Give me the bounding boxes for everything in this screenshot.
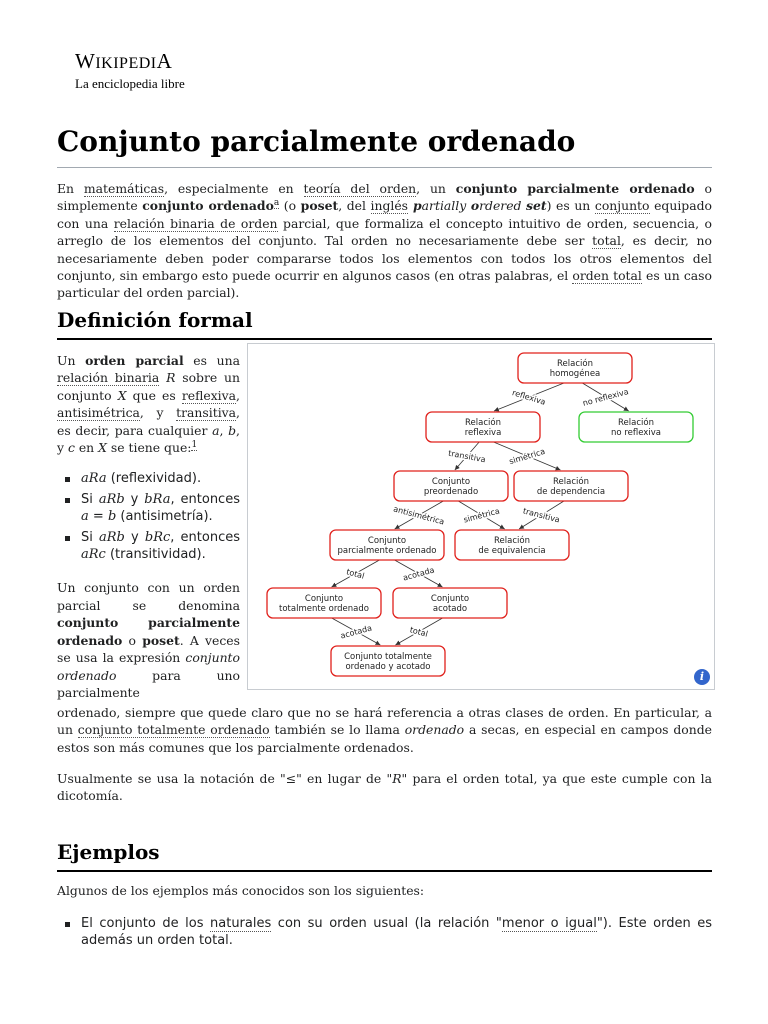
link-transitiva[interactable]: transitiva [176, 405, 237, 421]
diagram-node-label: de dependencia [536, 487, 606, 497]
diagram-node-label: Conjunto [431, 477, 471, 487]
link-conjunto[interactable]: conjunto [594, 198, 650, 214]
diagram-node-n3 [579, 412, 693, 442]
diagram-node-label: Conjunto [367, 536, 407, 546]
link-matematicas[interactable]: matemáticas [83, 181, 165, 196]
examples-list [57, 915, 712, 953]
section-heading-definicion: Definición formal [57, 306, 712, 340]
diagram-node-label: Conjunto totalmente [344, 652, 432, 662]
diagram-edge-label: acotada [339, 623, 373, 641]
diagram-node-label: ordenado y acotado [345, 662, 431, 672]
wikipedia-wordmark: WIKIPEDIA [75, 49, 173, 73]
diagram-node-label: de equivalencia [478, 546, 546, 556]
diagram-node-n4 [394, 471, 508, 501]
definition-column [57, 352, 240, 701]
wikipedia-logo[interactable] [75, 50, 185, 92]
section-heading-ejemplos: Ejemplos [57, 838, 712, 872]
tagline: La enciclopedia libre [75, 76, 185, 91]
diagram-edge-label: transitiva [521, 506, 561, 525]
properties-list [57, 470, 240, 563]
diagram-edge-label: total [408, 625, 429, 639]
link-ingles[interactable]: inglés [370, 198, 409, 214]
diagram-edge-label: simétrica [508, 446, 547, 467]
reference-1-link[interactable]: 1 [191, 439, 198, 450]
intro-paragraph: En matemáticas, especialmente en teoría del orden, un conjunto parcialmente ordenado o simplemente conjunto ordenado$^a$ (o poset, del inglés partially ordered set) es un conjunto equipado con una relación binaria de orden parcial, que formaliza el concepto intuitivo de orden, secuencia, o arreglo de los elementos del conjunto. Tal orden no necesariamente debe ser total, es decir, no necesariamente deben poder compararse todos los elementos con todos los otros elementos del conjunto, sin embargo esto puede ocurrir en algunos casos (en otras palabras, el orden total es un caso particular del orden parcial). [57, 181, 713, 301]
hasse-diagram-figure[interactable] [247, 343, 715, 690]
diagram-node-label: no reflexiva [611, 428, 661, 438]
info-icon[interactable]: i [694, 669, 710, 685]
diagram-node-n10 [331, 646, 445, 676]
link-menor-o-igual[interactable]: menor o igual [501, 916, 597, 931]
diagram-node-label: parcialmente ordenado [337, 546, 437, 556]
link-naturales[interactable]: naturales [210, 916, 272, 931]
diagram-node-n1 [518, 353, 632, 383]
poset-paragraph: Un conjunto con un orden parcial se denomina conjunto parcialmente ordenado o poset. A veces se usa la expresión conjunto ordenado para uno parcialmente [57, 580, 240, 700]
diagram-node-label: Relación [557, 359, 593, 369]
diagram-edge-label: total [345, 567, 366, 581]
list-item: Si aRb y bRa, entonces a = b (antisimetría). [57, 491, 240, 526]
diagram-node-label: Relación [494, 536, 530, 546]
note-a-link[interactable]: a [273, 198, 280, 209]
diagram-node-label: preordenado [423, 487, 479, 497]
diagram-node-n2 [426, 412, 540, 442]
diagram-node-label: homogénea [549, 369, 601, 379]
diagram-node-n9 [393, 588, 507, 618]
link-teoria-del-orden[interactable]: teoría del orden [303, 181, 417, 196]
diagram-node-label: Relación [465, 418, 501, 428]
diagram-node-n8 [267, 588, 381, 618]
continuation-paragraph: ordenado, siempre que quede claro que no se hará referencia a otras clases de orden. En particular, a un conjunto totalmente ordenado también se lo llama ordenado a secas, en especial en campos donde estos son más comunes que los parcialmente ordenados. [57, 705, 712, 755]
diagram-edge-label: acotada [401, 565, 436, 583]
diagram-edge-label: no reflexiva [581, 387, 630, 408]
diagram-node-label: acotado [432, 604, 468, 614]
link-relacion-binaria-de-orden[interactable]: relación binaria de orden [113, 215, 278, 231]
definition-paragraph: Un orden parcial es una relación binaria R sobre un conjunto X que es reflexiva, antisimétrica, y transitiva, es decir, para cualquier a, b, y c en X se tiene que:$^1$ [57, 353, 240, 456]
page-title: Conjunto parcialmente ordenado [57, 123, 712, 168]
link-reflexiva[interactable]: reflexiva [181, 387, 237, 403]
diagram-node-label: Conjunto [304, 594, 344, 604]
diagram-node-label: Relación [553, 477, 589, 487]
link-orden-total[interactable]: orden total [572, 268, 642, 284]
diagram-edge-label: antisimétrica [392, 504, 446, 527]
link-antisimetrica[interactable]: antisimétrica [57, 405, 140, 421]
list-item: Si aRb y bRc, entonces aRc (transitividad). [57, 529, 240, 564]
diagram-edge-label: simétrica [462, 506, 501, 525]
diagram-node-label: totalmente ordenado [279, 604, 369, 614]
diagram-edge-label: reflexiva [511, 388, 547, 407]
link-conjunto-totalmente-ordenado[interactable]: conjunto totalmente ordenado [77, 722, 270, 738]
list-item: aRa (reflexividad). [57, 470, 240, 487]
diagram-node-n5 [514, 471, 628, 501]
relations-diagram [248, 344, 714, 689]
diagram-edge-label: transitiva [447, 448, 487, 465]
diagram-node-n7 [455, 530, 569, 560]
diagram-node-n6 [330, 530, 444, 560]
diagram-node-label: Conjunto [430, 594, 470, 604]
list-item: El conjunto de los naturales con su orden usual (la relación "menor o igual"). Este orden es además un orden total. [57, 915, 712, 950]
examples-intro: Algunos de los ejemplos más conocidos son los siguientes: [57, 883, 425, 898]
diagram-node-label: Relación [618, 418, 654, 428]
link-total[interactable]: total [592, 233, 621, 249]
notation-paragraph: Usualmente se usa la notación de "≤" en lugar de "R" para el orden total, ya que este cumple con la dicotomía. [57, 771, 712, 804]
diagram-node-label: reflexiva [464, 428, 502, 438]
link-relacion-binaria[interactable]: relación binaria [57, 370, 160, 386]
